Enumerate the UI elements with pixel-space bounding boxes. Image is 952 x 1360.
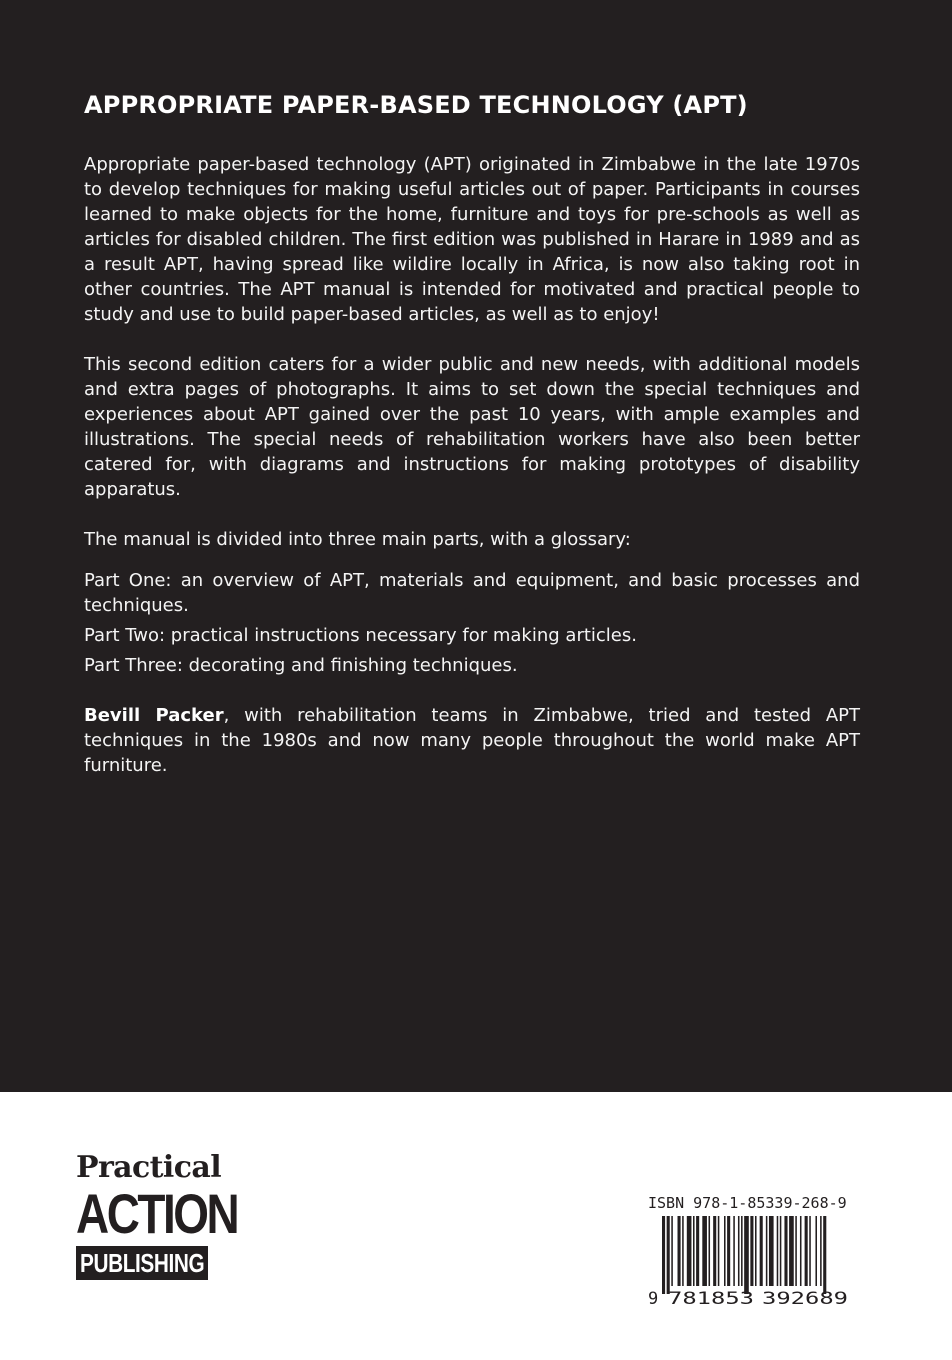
barcode-bar bbox=[741, 1216, 743, 1286]
barcode-bar bbox=[769, 1216, 774, 1286]
barcode-bar bbox=[713, 1216, 716, 1286]
logo-publishing-text: PUBLISHING bbox=[80, 1248, 205, 1278]
isbn-label: ISBN 978-1-85339-268-9 bbox=[648, 1194, 847, 1212]
barcode-bar bbox=[744, 1216, 749, 1294]
second-edition-paragraph: This second edition caters for a wider public and new needs, with additional models and extra pages of photographs. It aims to set down the special techniques and experiences about APT gained over the past 10 years, with ample examples and illustrations. The special needs of rehabilitation workers have also been better catered for, with diagrams and instructions for making prototypes of disability apparatus. bbox=[84, 354, 860, 500]
barcode-bar bbox=[777, 1216, 779, 1286]
barcode-bar bbox=[789, 1216, 794, 1286]
barcode-bar bbox=[820, 1216, 822, 1286]
barcode-bar bbox=[693, 1216, 695, 1286]
barcode-bar bbox=[750, 1216, 753, 1286]
barcode-bar bbox=[662, 1216, 665, 1294]
barcode-bar bbox=[696, 1216, 699, 1286]
footer-panel bbox=[0, 1092, 952, 1360]
part-three: Part Three: decorating and finishing techniques. bbox=[84, 655, 518, 676]
barcode-bar bbox=[805, 1216, 808, 1286]
barcode-bar bbox=[709, 1216, 711, 1286]
barcode-bar bbox=[727, 1216, 730, 1286]
cover-title: APPROPRIATE PAPER-BASED TECHNOLOGY (APT) bbox=[84, 91, 748, 119]
intro-paragraph: Appropriate paper-based technology (APT) originated in Zimbabwe in the late 1970s to develop techniques for making useful articles out of paper. Participants in courses learned to make objects for the home, furniture and toys for pre-schools as well as articles for disabled children. The first edition was published in Harare in 1989 and as a result APT, having spread like wildire locally in Africa, is now also taking root in other countries. The APT manual is intended for motivated and practical people to study and use to build paper-based articles, as well as to enjoy! bbox=[84, 154, 860, 325]
barcode-bar bbox=[780, 1216, 782, 1286]
barcode-bar bbox=[724, 1216, 726, 1286]
logo-publishing bbox=[76, 1246, 208, 1280]
barcode-bar bbox=[718, 1216, 720, 1286]
barcode-bar bbox=[760, 1216, 763, 1286]
barcode-bars bbox=[662, 1216, 826, 1294]
barcode-bar bbox=[667, 1216, 670, 1294]
isbn-barcode bbox=[648, 1194, 860, 1308]
barcode-bar bbox=[795, 1216, 797, 1286]
part-one: Part One: an overview of APT, materials and equipment, and basic processes and techniques. bbox=[84, 570, 860, 616]
publisher-logo bbox=[76, 1150, 238, 1280]
logo-action: ACTION bbox=[76, 1182, 238, 1245]
barcode-bar bbox=[766, 1216, 768, 1286]
barcode-bar bbox=[738, 1216, 740, 1286]
barcode-bar bbox=[823, 1216, 826, 1294]
author-bio-text: , with rehabilitation teams in Zimbabwe, tried and tested APT techniques in the 1980s and now many people throughout the world make APT furniture. bbox=[84, 705, 860, 776]
barcode-bar bbox=[687, 1216, 692, 1286]
barcode-lead-digit: 9 bbox=[648, 1289, 659, 1308]
barcode-bar bbox=[755, 1216, 757, 1286]
parts-intro: The manual is divided into three main parts, with a glossary: bbox=[84, 529, 631, 550]
barcode-bar bbox=[784, 1216, 787, 1286]
barcode-bar bbox=[671, 1216, 673, 1286]
barcode-graphic bbox=[648, 1216, 860, 1308]
barcode-group-right: 392689 bbox=[762, 1289, 848, 1308]
barcode-bar bbox=[815, 1216, 817, 1286]
barcode-bar bbox=[800, 1216, 802, 1286]
part-two: Part Two: practical instructions necessary for making articles. bbox=[84, 625, 637, 646]
author-name: Bevill Packer bbox=[84, 705, 224, 726]
barcode-bar bbox=[678, 1216, 681, 1286]
barcode-bar bbox=[702, 1216, 707, 1286]
barcode-group-left: 781853 bbox=[668, 1289, 754, 1308]
author-bio bbox=[84, 703, 860, 778]
barcode-bar bbox=[733, 1216, 735, 1286]
barcode-bar bbox=[809, 1216, 811, 1286]
description-content bbox=[84, 88, 860, 778]
logo-practical: Practical bbox=[76, 1150, 222, 1185]
barcode-bar bbox=[682, 1216, 684, 1286]
